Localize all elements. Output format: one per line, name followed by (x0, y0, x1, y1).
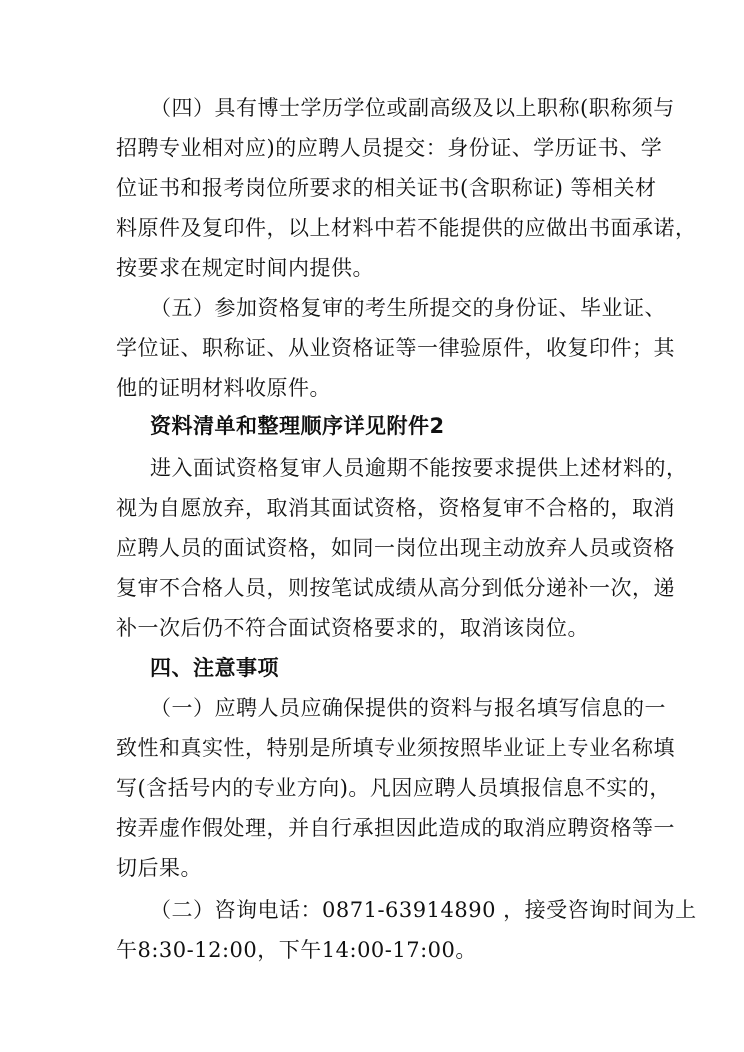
paragraph-1-line-5: 按要求在规定时间内提供。 (116, 256, 374, 280)
paragraph-4-line-4: 复审不合格人员，则按笔试成绩从高分到低分递补一次，递 (116, 576, 675, 600)
paragraph-2-line-1: （五）参加资格复审的考生所提交的身份证、毕业证、 (150, 296, 666, 320)
paragraph-1-line-2: 招聘专业相对应)的应聘人员提交：身份证、学历证书、学 (116, 136, 663, 160)
paragraph-4-line-2: 视为自愿放弃，取消其面试资格，资格复审不合格的，取消 (116, 496, 675, 520)
paragraph-6-line-1: （一）应聘人员应确保提供的资料与报名填写信息的一 (150, 696, 666, 720)
paragraph-4-line-1: 进入面试资格复审人员逾期不能按要求提供上述材料的， (150, 456, 688, 480)
paragraph-7-line-2: 午8:30-12:00，下午14:00-17:00。 (116, 938, 477, 962)
paragraph-6-line-5: 切后果。 (116, 856, 202, 880)
paragraph-1-line-4: 料原件及复印件，以上材料中若不能提供的应做出书面承诺， (116, 216, 697, 240)
paragraph-6-line-3: 写(含括号内的专业方向)。凡因应聘人员填报信息不实的， (116, 776, 671, 800)
paragraph-4-line-3: 应聘人员的面试资格，如同一岗位出现主动放弃人员或资格 (116, 536, 675, 560)
paragraph-6-line-2: 致性和真实性，特别是所填专业须按照毕业证上专业名称填 (116, 736, 675, 760)
attachment-note: 资料清单和整理顺序详见附件2 (150, 414, 445, 438)
paragraph-7-line-1: （二）咨询电话：0871-63914890 ，接受咨询时间为上 (150, 898, 697, 922)
paragraph-2-line-3: 他的证明材料收原件。 (116, 376, 331, 400)
paragraph-4-line-5: 补一次后仍不符合面试资格要求的，取消该岗位。 (116, 616, 589, 640)
section-heading: 四、注意事项 (150, 656, 279, 680)
paragraph-1-line-1: （四）具有博士学历学位或副高级及以上职称(职称须与 (150, 96, 675, 120)
paragraph-6-line-4: 按弄虚作假处理，并自行承担因此造成的取消应聘资格等一 (116, 816, 675, 840)
paragraph-2-line-2: 学位证、职称证、从业资格证等一律验原件，收复印件；其 (116, 336, 675, 360)
paragraph-1-line-3: 位证书和报考岗位所要求的相关证书(含职称证) 等相关材 (116, 176, 657, 200)
